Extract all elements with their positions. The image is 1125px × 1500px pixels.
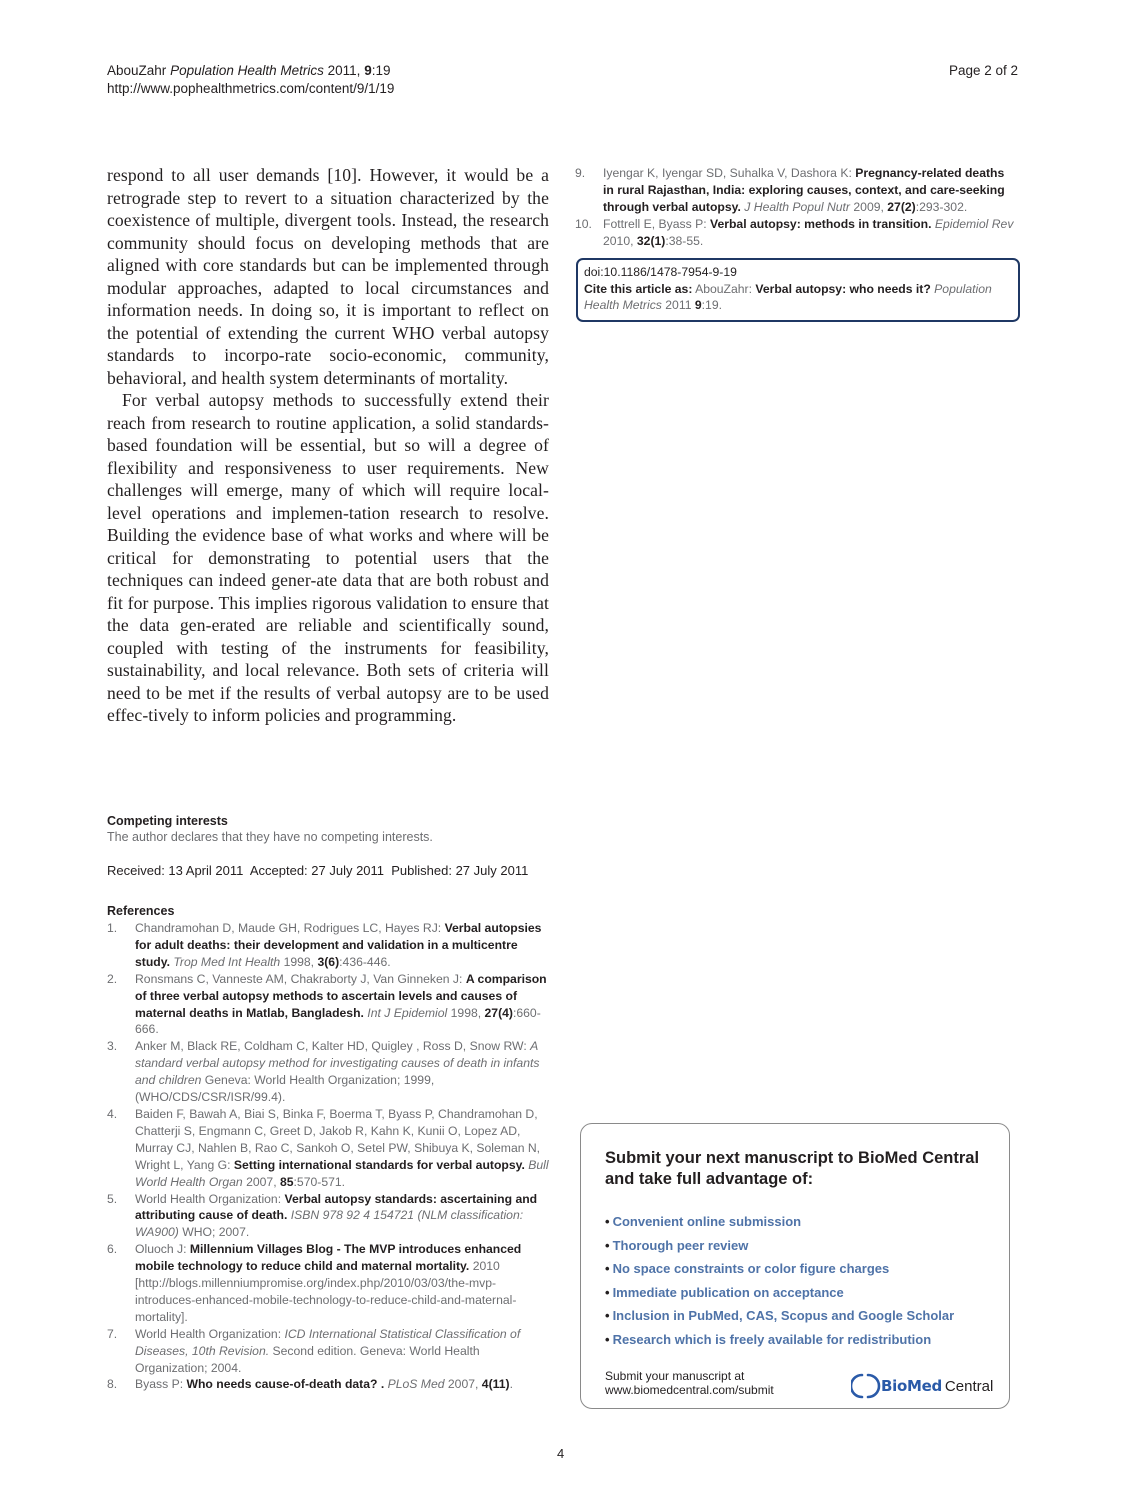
- reference-volume: 4(11): [481, 1377, 510, 1392]
- reference-number: 8.: [107, 1377, 118, 1392]
- reference-item: [107, 1106, 549, 1191]
- reference-number: 6.: [107, 1242, 118, 1257]
- references-section: [107, 903, 549, 1393]
- reference-journal: Epidemiol Rev: [931, 216, 1014, 231]
- cite-text: [584, 281, 1012, 314]
- bullet-icon: •: [605, 1237, 610, 1253]
- cite-year: 2011: [661, 298, 695, 312]
- bullet-icon: •: [605, 1308, 610, 1323]
- body-paragraph: respond to all user demands [10]. However, it would be a retrograde step to revert to a situation characterized by the coexistence of multiple, divergent tools. Instead, the research community should focus on developing methods that are aligned with core standards but can be implemented through modular approaches, adapted to local circumstances and information needs. In doing so, it is important to reflect on the potential of extending the current WHO verbal autopsy standards to incorpo-rate socio-economic, community, behavioral, and health system determinants of mortality.: [107, 165, 549, 388]
- reference-journal: ISBN 978 92 4 154721 (NLM classification: WA900): [135, 1208, 524, 1240]
- promo-benefit-text: Convenient online submission: [612, 1214, 802, 1229]
- reference-item: [107, 1038, 549, 1106]
- references-list-continued: [575, 165, 1015, 250]
- reference-title: Who needs cause-of-death data? .: [186, 1377, 385, 1392]
- reference-title: Setting international standards for verbal autopsy.: [233, 1157, 525, 1172]
- reference-item: [107, 920, 549, 971]
- promo-title: [605, 1148, 979, 1190]
- promo-benefit-text: No space constraints or color figure charges: [612, 1261, 890, 1276]
- reference-authors: World Health Organization:: [135, 1191, 285, 1206]
- header-url[interactable]: http://www.pophealthmetrics.com/content/9/1/19: [107, 81, 395, 96]
- reference-pages: :293-302.: [915, 199, 968, 214]
- reference-authors: Ronsmans C, Vanneste AM, Chakraborty J, Van Ginneken J:: [135, 971, 466, 986]
- page-label: Page 2 of 2: [948, 63, 1018, 78]
- publication-dates: Received: 13 April 2011 Accepted: 27 July 2011 Published: 27 July 2011: [107, 863, 529, 878]
- page-number: 4: [557, 1446, 565, 1461]
- reference-text: [135, 1106, 549, 1191]
- reference-number: 7.: [107, 1326, 118, 1341]
- promo-benefit: [605, 1257, 954, 1281]
- reference-details: WHO; 2007.: [178, 1225, 250, 1240]
- promo-benefit-text: Thorough peer review: [612, 1237, 749, 1253]
- reference-authors: Anker M, Black RE, Coldham C, Kalter HD, Quigley , Ross D, Snow RW:: [135, 1039, 531, 1054]
- reference-details: Geneva: World Health Organization; 1999, (WHO/CDS/CSR/ISR/99.4).: [135, 1073, 435, 1105]
- reference-volume: 27(2): [887, 199, 916, 214]
- reference-journal: PLoS Med: [384, 1377, 445, 1392]
- running-header: [107, 62, 394, 98]
- reference-year: 1998,: [280, 954, 318, 969]
- logo-central-text: Central: [944, 1377, 994, 1395]
- reference-title: A standard verbal autopsy method for investigating causes of death in infants and children: [135, 1039, 540, 1088]
- cite-title: Verbal autopsy: who needs it?: [755, 281, 931, 296]
- promo-benefit-text: Research which is freely available for redistribution: [612, 1331, 932, 1347]
- cite-volume: 9: [694, 298, 702, 312]
- header-author: AbouZahr: [107, 63, 167, 78]
- submit-url-link[interactable]: www.biomedcentral.com/submit: [605, 1383, 774, 1397]
- competing-interests-text: The author declares that they have no competing interests.: [107, 830, 433, 844]
- reference-number: 3.: [107, 1039, 118, 1054]
- reference-text: [135, 1241, 549, 1326]
- reference-text: [135, 1191, 549, 1242]
- reference-pages: :570-571.: [293, 1174, 346, 1189]
- cite-author: AbouZahr:: [692, 281, 756, 296]
- promo-benefit-text: Immediate publication on acceptance: [612, 1284, 844, 1300]
- reference-text: [603, 216, 1015, 250]
- references-title: References: [107, 904, 175, 918]
- reference-year: 2007,: [444, 1377, 482, 1392]
- reference-title: Verbal autopsies for adult deaths: their development and validation in a multicentre study.: [135, 921, 542, 969]
- reference-authors: Fottrell E, Byass P:: [603, 216, 711, 231]
- promo-benefit: [605, 1210, 954, 1234]
- reference-title: Verbal autopsy: methods in transition.: [710, 216, 932, 231]
- reference-item: [107, 1326, 549, 1377]
- reference-number: 9.: [575, 166, 586, 180]
- reference-volume: 3(6): [317, 954, 340, 969]
- reference-pages: :660-666.: [135, 1005, 541, 1037]
- reference-authors: Chandramohan D, Maude GH, Rodrigues LC, Hayes RJ:: [135, 921, 445, 935]
- bullet-icon: •: [605, 1214, 610, 1229]
- reference-title: ICD International Statistical Classification of Diseases, 10th Revision.: [135, 1326, 521, 1358]
- reference-title: Verbal autopsy standards: ascertaining and attributing cause of death.: [135, 1191, 538, 1223]
- submit-label: Submit your manuscript at: [605, 1369, 745, 1383]
- reference-journal: Trop Med Int Health: [170, 954, 281, 969]
- reference-text: [135, 1326, 549, 1377]
- header-volume: 9: [364, 63, 372, 78]
- body-text: [107, 164, 549, 727]
- bullet-icon: •: [605, 1284, 610, 1300]
- references-list: [107, 920, 549, 1393]
- reference-number: 1.: [107, 921, 118, 935]
- promo-benefit: [605, 1304, 954, 1328]
- promo-benefit: [605, 1328, 954, 1352]
- reference-number: 5.: [107, 1191, 118, 1206]
- reference-volume: 32(1): [636, 233, 666, 248]
- cite-journal: Population Health Metrics: [584, 281, 992, 312]
- reference-item: [575, 216, 1015, 250]
- reference-item: [107, 1191, 549, 1242]
- reference-text: [135, 920, 549, 971]
- header-journal: Population Health Metrics: [170, 63, 324, 78]
- citation-box: [576, 258, 1020, 322]
- reference-text: [603, 165, 1015, 216]
- reference-authors: Baiden F, Bawah A, Biai S, Binka F, Boerma T, Byass P, Chandramohan D, Chatterji S, Engmann C, Greet D, Jakob R, Kahn K, Kunii O, Lopez AD, Murray CJ, Nahlen B, Rao C, Sankoh O, Setel PW, Shibuya K, Soleman N, Wright L, Yang G:: [135, 1106, 541, 1172]
- reference-number: 2.: [107, 971, 118, 986]
- reference-item: [107, 971, 549, 1039]
- reference-authors: World Health Organization:: [135, 1326, 285, 1341]
- biomed-central-promo: [580, 1123, 1010, 1409]
- promo-benefits-list: [605, 1210, 954, 1351]
- reference-number: 4.: [107, 1106, 118, 1121]
- reference-authors: Oluoch J:: [135, 1242, 190, 1257]
- reference-journal: Int J Epidemiol: [363, 1005, 448, 1020]
- reference-journal: J Health Popul Nutr: [740, 199, 850, 214]
- reference-pages: :38-55.: [665, 233, 704, 248]
- reference-title: Millennium Villages Blog - The MVP introduces enhanced mobile technology to reduce child and maternal mortality.: [135, 1242, 522, 1274]
- reference-text: [135, 1376, 549, 1393]
- reference-title: A comparison of three verbal autopsy methods to ascertain levels and causes of maternal deaths in Matlab, Bangladesh.: [135, 971, 547, 1020]
- promo-benefit: [605, 1281, 954, 1305]
- reference-year: 2010,: [603, 233, 637, 248]
- logo-bio-text: BioMed: [881, 1377, 942, 1395]
- bullet-icon: •: [605, 1261, 610, 1276]
- reference-pages: .: [509, 1377, 513, 1392]
- reference-item: [107, 1241, 549, 1326]
- reference-pages: :436-446.: [339, 954, 391, 969]
- reference-item: [575, 165, 1015, 216]
- reference-text: [135, 971, 549, 1039]
- reference-number: 10.: [575, 216, 592, 231]
- header-year: 2011,: [327, 63, 361, 78]
- reference-authors: Iyengar K, Iyengar SD, Suhalka V, Dashora K:: [603, 166, 856, 180]
- reference-volume: 27(4): [484, 1005, 513, 1020]
- reference-details: 2010 [http://blogs.millenniumpromise.org/index.php/2010/03/03/the-mvp-introduces-enhanced-mobile-technology-to-reduce-child-and-maternal-mortality].: [135, 1259, 517, 1324]
- body-paragraph: For verbal autopsy methods to successfully extend their reach from research to routine application, a solid standards-based foundation will be essential, but so will a degree of flexibility and responsiveness to user requirements. New challenges will emerge, many of which will require local-level operations and implemen-tation research to resolve. Building the evidence base of what works and where will be critical for demonstrating to potential users that the techniques can indeed gener-ate data that are both robust and fit for purpose. This implies rigorous validation to ensure that the data gen-erated are reliable and scientifically sound, coupled with testing of the instruments for feasibility, sustainability, and local relevance. Both sets of criteria will need to be met if the results of verbal autopsy are to be used effec-tively to inform policies and programming.: [107, 390, 549, 725]
- reference-year: 2007,: [242, 1174, 280, 1189]
- cite-article: :19.: [701, 298, 722, 312]
- header-article: :19: [371, 63, 391, 78]
- submit-manuscript-text: [605, 1369, 774, 1397]
- reference-title: Pregnancy-related deaths in rural Rajasthan, India: exploring causes, context, and care-seeking through verbal autopsy.: [603, 166, 1005, 214]
- promo-benefit-text: Inclusion in PubMed, CAS, Scopus and Google Scholar: [612, 1308, 955, 1323]
- reference-journal: Bull World Health Organ: [135, 1157, 549, 1189]
- reference-authors: Byass P:: [135, 1377, 187, 1392]
- reference-volume: 85: [279, 1174, 294, 1189]
- reference-item: [107, 1376, 549, 1393]
- bullet-icon: •: [605, 1331, 610, 1347]
- competing-interests-title: Competing interests: [107, 814, 228, 828]
- competing-interests-section: [107, 813, 552, 845]
- reference-text: [135, 1038, 549, 1106]
- promo-title-line: Submit your next manuscript to BioMed Central: [605, 1149, 980, 1167]
- promo-title-line: and take full advantage of:: [605, 1170, 814, 1188]
- reference-year: 1998,: [447, 1005, 485, 1020]
- promo-benefit: [605, 1234, 954, 1258]
- header-citation: [107, 62, 394, 80]
- cite-label: Cite this article as:: [584, 281, 693, 296]
- biomed-central-logo-icon: [851, 1372, 881, 1400]
- reference-details: Second edition. Geneva: World Health Organization; 2004.: [135, 1343, 480, 1375]
- doi-link[interactable]: doi:10.1186/1478-7954-9-19: [584, 265, 737, 279]
- reference-year: 2009,: [850, 199, 888, 214]
- biomed-central-logo: [851, 1372, 993, 1400]
